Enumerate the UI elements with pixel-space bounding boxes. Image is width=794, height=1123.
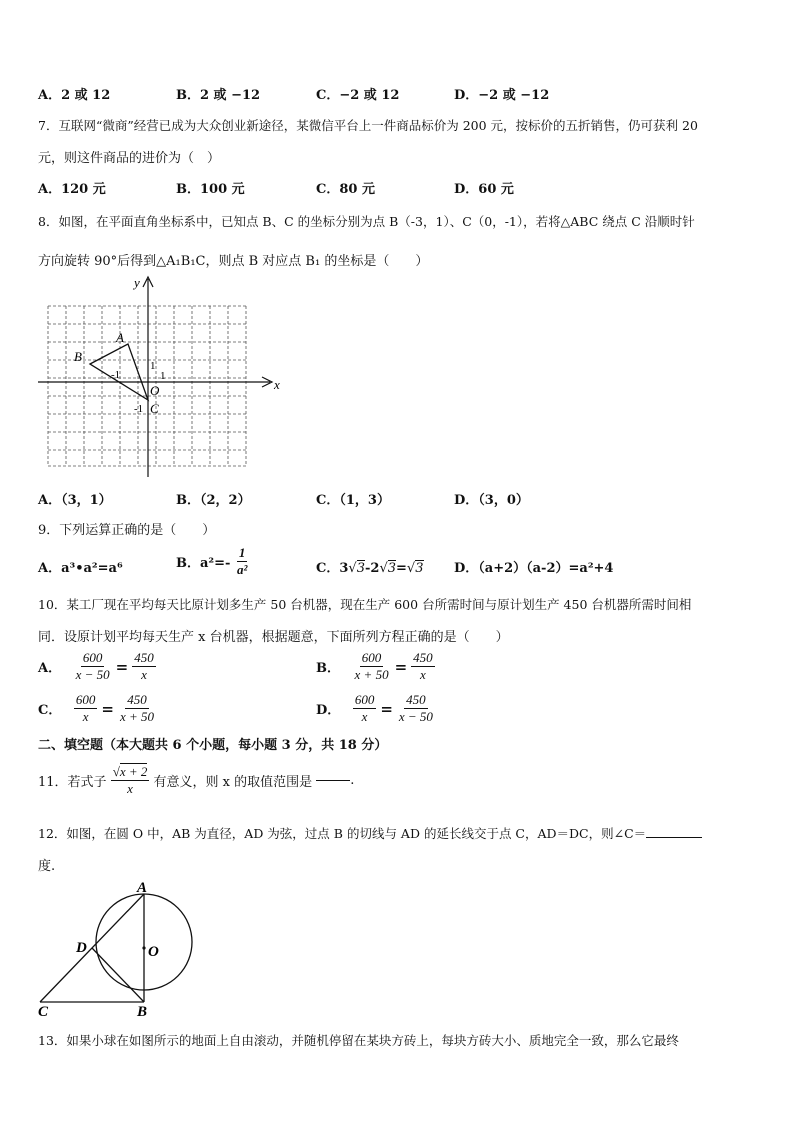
q12-label-d: D	[76, 940, 87, 956]
q10-d-label: D．	[316, 703, 341, 718]
q8-option-d: D．（3，0）	[454, 493, 529, 508]
q10-c-rhs	[118, 692, 156, 725]
q11-numerator: √x + 2	[112, 764, 148, 779]
q8-option-c: C．（1，3）	[316, 493, 390, 508]
q10-a-lhs-den: x − 50	[75, 667, 110, 682]
q10-c-label: C．	[38, 703, 62, 718]
q8-label-b: B	[74, 349, 82, 364]
q8-label-o: O	[150, 383, 160, 398]
q9-option-b-fraction	[235, 545, 249, 578]
q11-suffix: 有意义，则 x 的取值范围是	[153, 775, 313, 790]
section-heading-fill-in: 二、填空题（本大题共 6 个小题，每小题 3 分，共 18 分）	[38, 738, 388, 753]
q10-a-lhs-num: 600	[82, 650, 103, 665]
q11-prefix: 11．若式子	[38, 775, 107, 790]
q9-option-b	[176, 545, 249, 578]
q10-option-b: B． $\frac{600}{x + 50}$ = $\frac{450}{x}$	[316, 650, 433, 682]
q11-period: .	[350, 773, 355, 788]
q8-stem-line2: 方向旋转 90°后得到△A₁B₁C，则点 B 对应点 B₁ 的坐标是（ ）	[38, 254, 429, 269]
q7-stem-line1: 7．互联网“微商”经营已成为大众创业新途径，某微信平台上一件商品标价为 200 元，按标价的五折销售，仍可获利 20	[38, 118, 698, 133]
q8-coordinate-figure	[36, 275, 286, 480]
q10-b-label: B．	[316, 661, 340, 676]
q6-option-a: A．2 或 12	[38, 88, 111, 103]
q10-b-rhs	[411, 650, 435, 683]
q9-option-a: A．a³•a²=a⁶	[38, 561, 123, 576]
q9-c-mid: -2	[364, 561, 380, 576]
q10-a-label: A．	[38, 661, 62, 676]
q8-label-x: x	[274, 377, 280, 392]
q8-label-y: y	[134, 275, 140, 290]
q8-option-b: B．（2，2）	[176, 493, 251, 508]
q10-b-lhs-den: x + 50	[354, 667, 389, 682]
q10-d-lhs	[353, 692, 377, 725]
q8-tick-x1: 1	[160, 370, 166, 382]
q12-stem-line1: 12．如图，在圆 O 中，AB 为直径，AD 为弦，过点 B 的切线与 AD 的延长线交于点 C，AD＝DC，则∠C＝	[38, 824, 702, 842]
q6-option-d: D．−2 或 −12	[454, 88, 550, 103]
q7-option-d: D．60 元	[454, 182, 514, 197]
q10-c-rhs-num: 450	[127, 692, 147, 707]
q10-option-d: D． $\frac{600}{x}$ = $\frac{450}{x - 50}$	[316, 692, 433, 724]
q10-d-rhs	[397, 692, 435, 725]
q11-stem	[38, 764, 354, 797]
q9-option-d: D．（a+2）（a-2）=a²+4	[454, 561, 614, 576]
q10-b-lhs-num: 600	[361, 650, 382, 665]
q10-a-rhs	[132, 650, 156, 683]
q10-a-rhs-num: 450	[134, 650, 154, 665]
q9-c-radicand3: 3	[415, 561, 424, 576]
q9-c-radicand2: 3	[387, 561, 397, 576]
q10-d-lhs-den: x	[361, 709, 368, 724]
q8-option-a: A．（3，1）	[38, 493, 112, 508]
q8-grid	[48, 306, 246, 466]
q8-label-c: C	[150, 401, 159, 416]
q11-fraction	[111, 764, 150, 797]
q10-b-rhs-den: x	[420, 667, 426, 682]
q10-d-rhs-num: 450	[406, 692, 426, 707]
q8-tick-yneg1: -1	[134, 403, 144, 415]
q7-option-a: A．120 元	[38, 182, 106, 197]
q10-c-lhs-den: x	[82, 709, 89, 724]
q10-c-lhs-num: 600	[75, 692, 96, 707]
q9-c-radicand1: 3	[356, 561, 365, 576]
q7-option-b: B．100 元	[176, 182, 245, 197]
q10-option-c: C． $\frac{600}{x}$ = $\frac{450}{x + 50}$	[38, 692, 155, 724]
q9-c-equals: =	[396, 561, 407, 576]
q8-tick-xneg1: -1	[111, 369, 121, 381]
q13-stem-line1: 13．如果小球在如图所示的地面上自由滚动，并随机停留在某块方砖上，每块方砖大小、质地完全一致，那么它最终	[38, 1033, 679, 1048]
q10-option-a: A． $\frac{600}{x - 50}$ = $\frac{450}{x}$	[38, 650, 154, 682]
q9-b-denominator: a²	[236, 562, 248, 577]
q8-stem-line1: 8．如图，在平面直角坐标系中，已知点 B、C 的坐标分别为点 B（-3，1）、C（0，-1），若将△ABC 绕点 C 沿顺时针	[38, 214, 695, 229]
q9-option-b-prefix: B．a²=-	[176, 556, 231, 571]
q11-answer-blank[interactable]	[316, 780, 350, 781]
q8-tick-y1: 1	[150, 360, 156, 372]
q12-stem-line2: 度.	[38, 859, 56, 874]
q12-label-o: O	[148, 944, 159, 960]
q10-a-rhs-den: x	[141, 667, 147, 682]
q12-label-c: C	[38, 1004, 49, 1020]
q10-b-lhs	[353, 650, 391, 683]
q12-answer-blank[interactable]	[646, 837, 702, 838]
q10-stem-line2: 同．设原计划平均每天生产 x 台机器，根据题意，下面所列方程正确的是（ ）	[38, 630, 509, 645]
q12-circle-figure	[34, 880, 204, 1020]
q9-b-numerator: 1	[238, 545, 246, 560]
q11-denominator: x	[127, 781, 133, 796]
q10-d-lhs-num: 600	[354, 692, 375, 707]
q8-label-a: A	[116, 330, 124, 345]
q9-c-prefix: C．3	[316, 561, 349, 576]
q12-center-dot	[142, 946, 145, 949]
q10-d-rhs-den: x − 50	[398, 709, 433, 724]
q7-option-c: C．80 元	[316, 182, 375, 197]
q10-stem-line1: 10．某工厂现在平均每天比原计划多生产 50 台机器，现在生产 600 台所需时间与原计划生产 450 台机器所需时间相	[38, 597, 692, 612]
q9-stem: 9．下列运算正确的是（ ）	[38, 523, 216, 538]
q12-label-a: A	[137, 880, 148, 896]
q10-b-rhs-num: 450	[413, 650, 433, 665]
q10-c-rhs-den: x + 50	[119, 709, 155, 724]
q6-option-b: B．2 或 −12	[176, 88, 261, 103]
q12-label-b: B	[137, 1004, 148, 1020]
q7-stem-line2: 元，则这件商品的进价为（ ）	[38, 151, 221, 166]
q6-option-c: C．−2 或 12	[316, 88, 400, 103]
q9-option-c: C．3√3-2√3=√3	[316, 561, 424, 576]
q12-segment-db	[92, 948, 144, 1002]
q10-a-lhs	[74, 650, 112, 683]
q10-c-lhs	[74, 692, 98, 725]
